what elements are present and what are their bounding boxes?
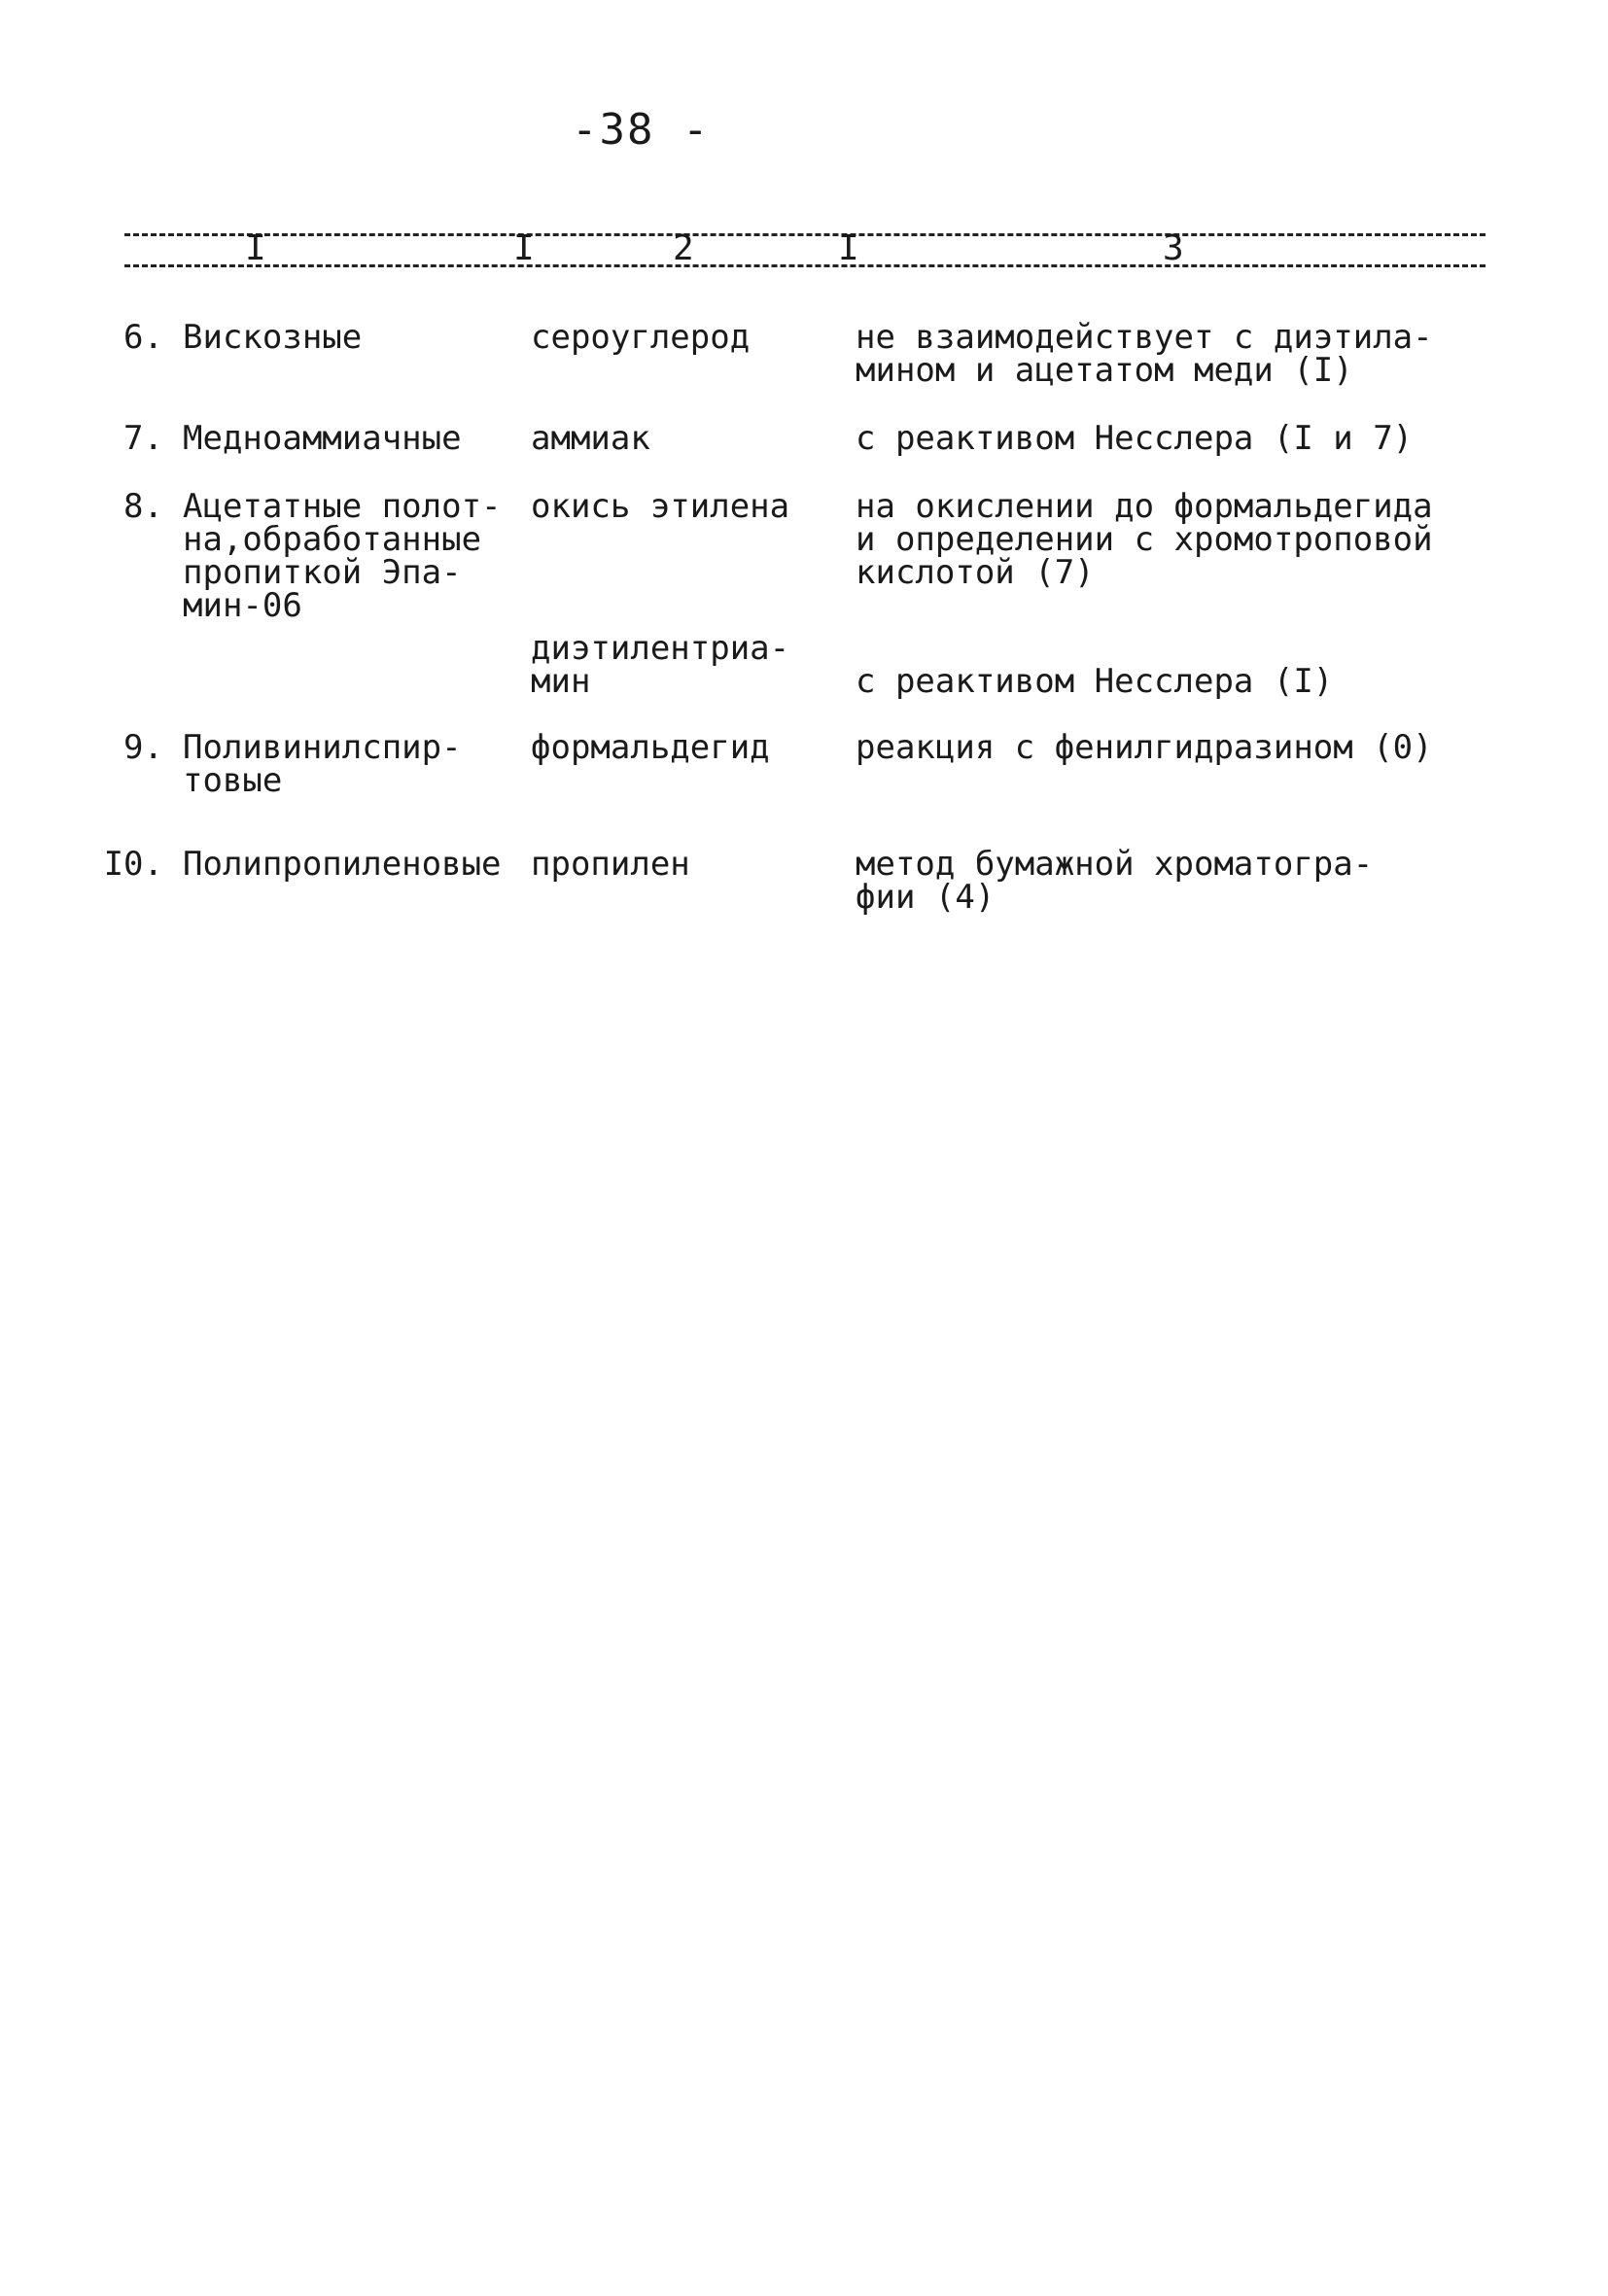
material-cell: Ацетатные полот- на,обработанные пропиткой Эпа- мин-06 [183,487,502,625]
substance-cell: диэтилентриа- мин [531,629,790,701]
method-cell: на окислении до формальдегида и определении с хромотроповой кислотой (7) [856,487,1433,592]
method-cell: с реактивом Несслера (I и 7) [856,419,1414,458]
header-rule-bottom [124,264,1486,267]
column-header-1: I [245,228,266,268]
page-number: -38 - [572,105,711,155]
row-number: 8. [123,487,163,526]
material-cell: Вискозные [183,318,363,357]
substance-cell: аммиак [531,419,650,458]
substance-cell: окись этилена [531,487,790,526]
method-cell: с реактивом Несслера (I) [856,662,1334,701]
method-cell: реакция с фенилгидразином (0) [856,728,1433,767]
row-number: I0. [103,845,163,884]
method-cell: метод бумажной хроматогра- фии (4) [856,845,1374,917]
column-separator-2: I [838,228,859,268]
material-cell: Полипропиленовые [183,845,502,884]
column-header-2: 2 [673,228,694,268]
substance-cell: формальдегид [531,728,770,767]
substance-cell: пропилен [531,845,690,884]
row-number: 7. [123,419,163,458]
row-number: 6. [123,318,163,357]
material-cell: Медноаммиачные [183,419,462,458]
header-rule-top [124,233,1486,236]
column-separator-1: I [513,228,535,268]
column-header-3: 3 [1163,228,1184,268]
material-cell: Поливинилспир- товые [183,728,462,800]
substance-cell: сероуглерод [531,318,751,357]
row-number: 9. [123,728,163,767]
method-cell: не взаимодействует с диэтила- мином и ацетатом меди (I) [856,318,1433,390]
